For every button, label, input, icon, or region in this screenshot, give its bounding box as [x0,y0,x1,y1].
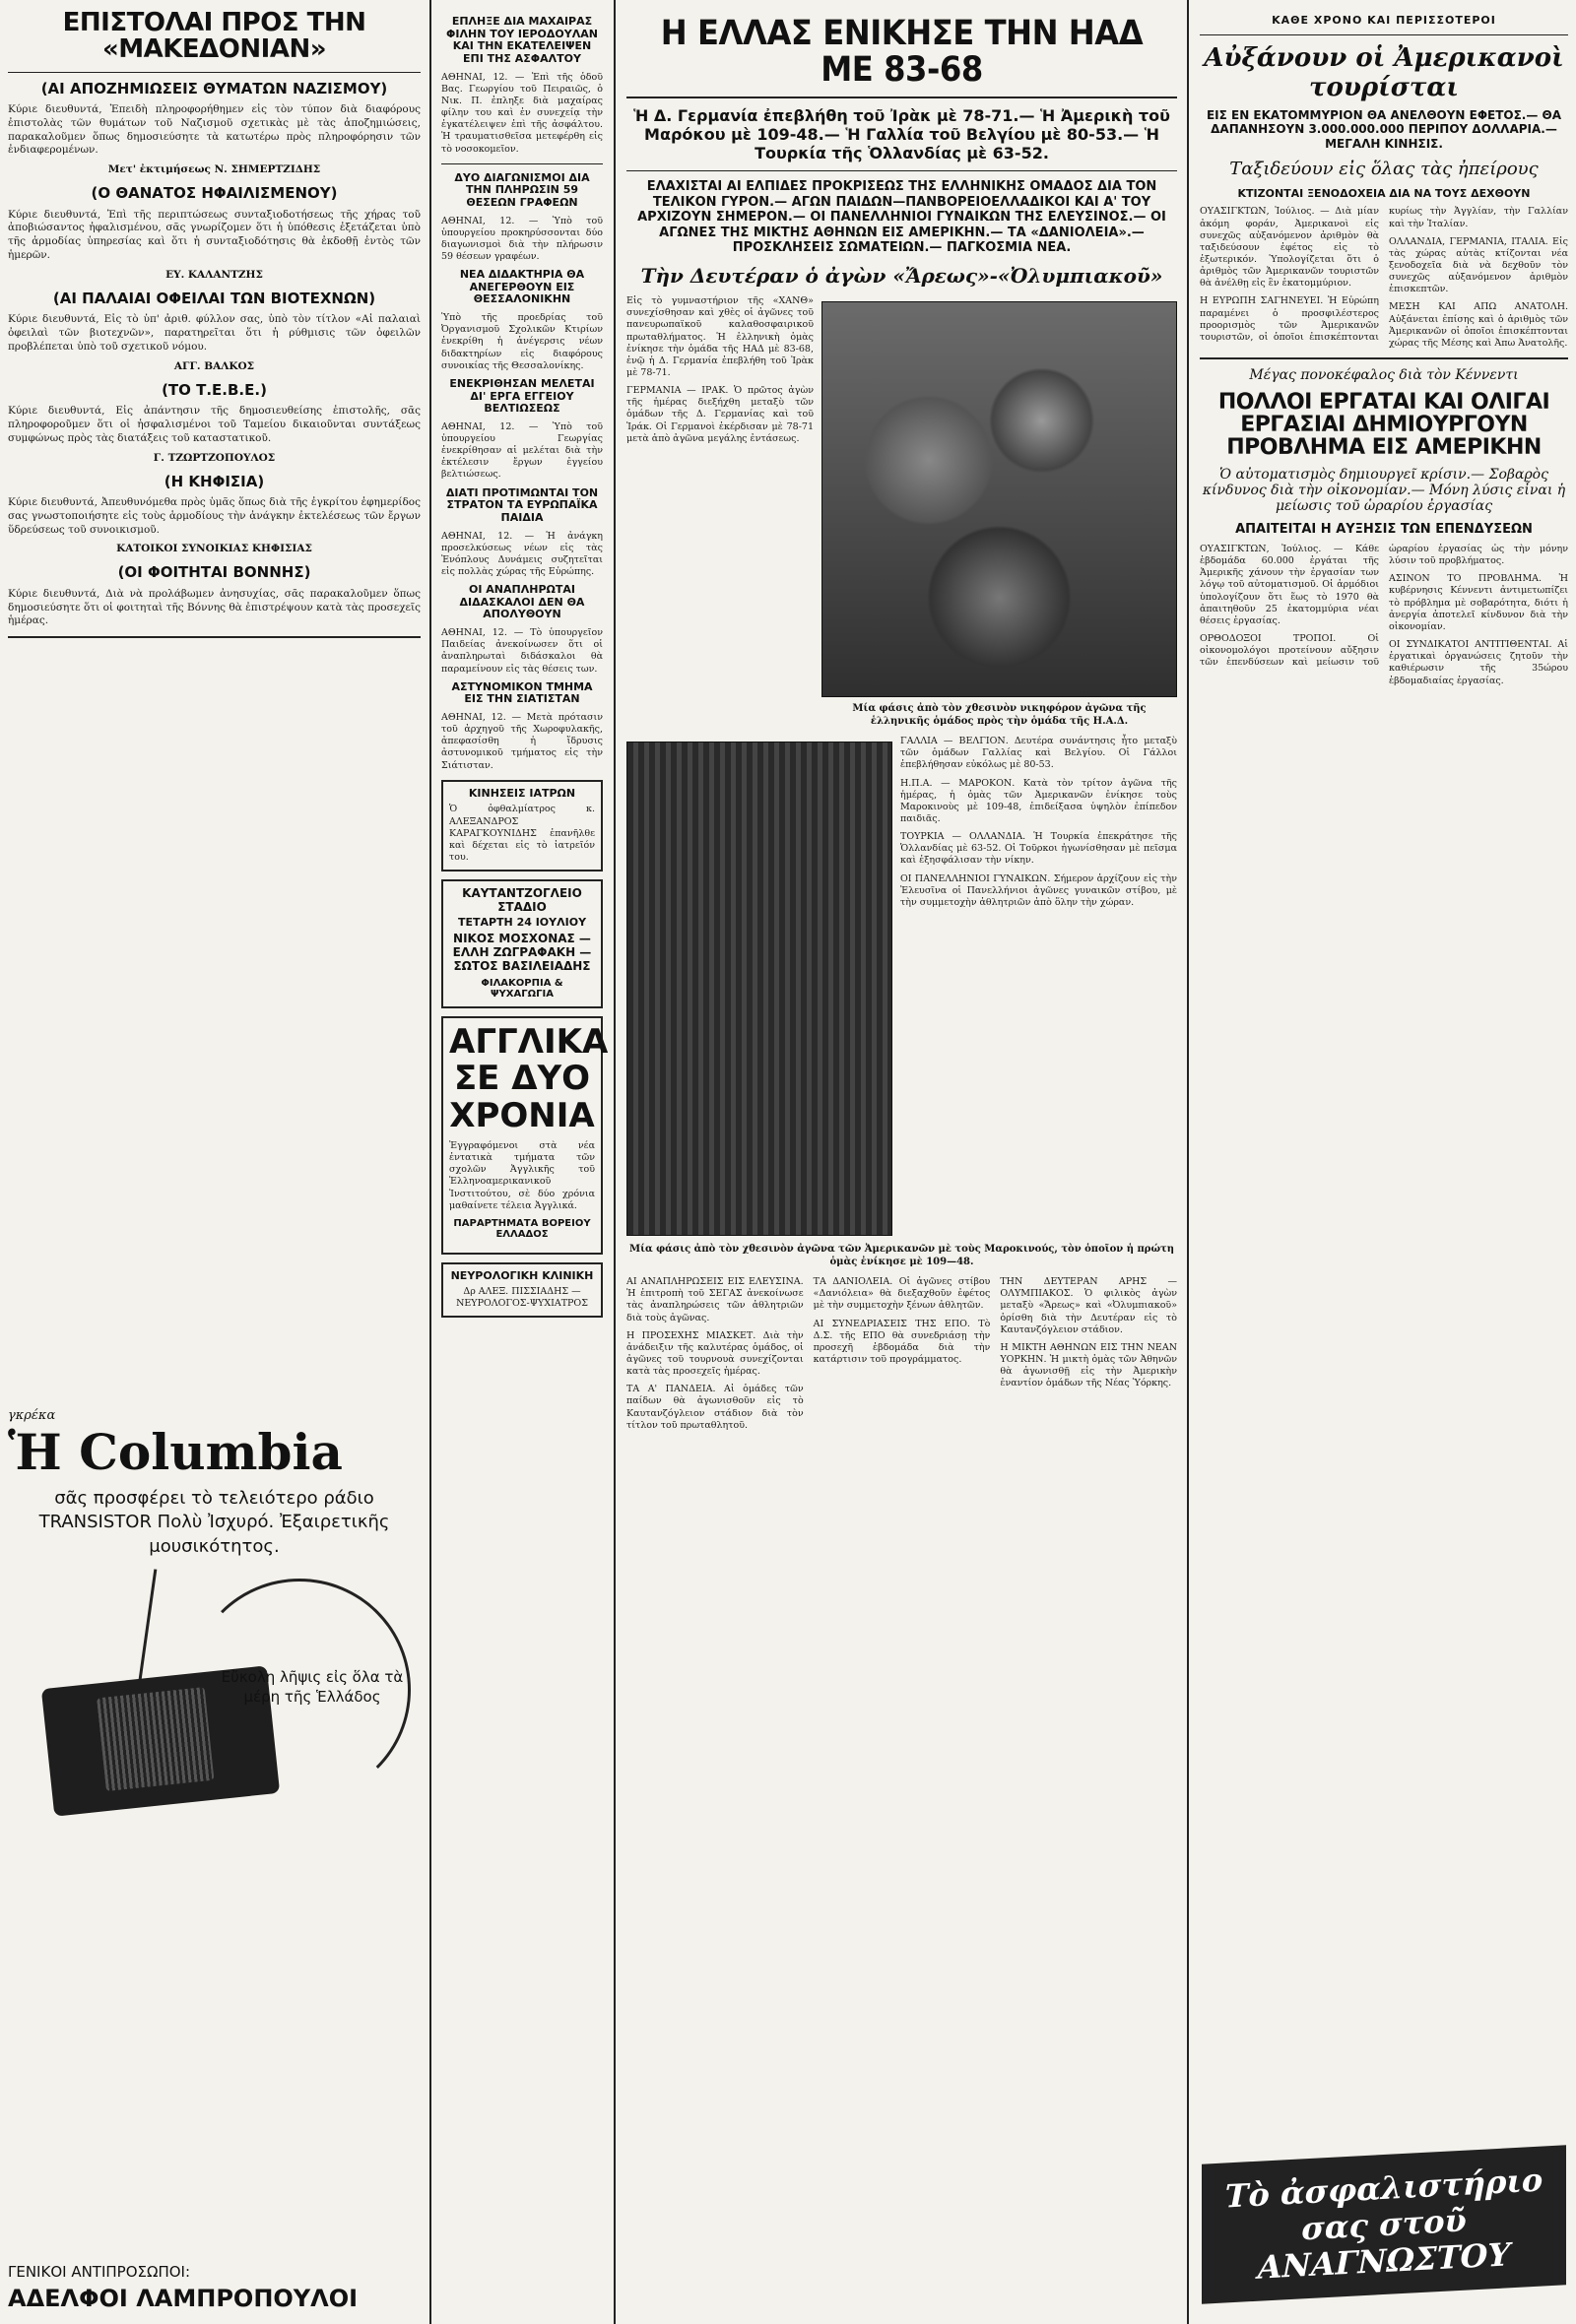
report-paragraph: ΓΕΡΜΑΝΙΑ — ΙΡΑΚ. Ὁ πρῶτος ἀγὼν τῆς ἡμέρας διεξήχθη μεταξὺ τῶν ὁμάδων τῆς Δ. Γερμανίας καὶ τοῦ Ἰράκ. Οἱ Γερμανοὶ ἐκέρδισαν μὲ 78-71 μετὰ ἀπὸ ἀγῶνα μεγάλης ἐντάσεως. [626,385,814,444]
brief-title: ΝΕΑ ΔΙΔΑΚΤΗΡΙΑ ΘΑ ΑΝΕΓΕΡΘΟΥΝ ΕΙΣ ΘΕΣΣΑΛΟΝΙΚΗΝ [459,268,585,306]
notice-text: Ὁ ὀφθαλμίατρος κ. ΑΛΕΞΑΝΔΡΟΣ ΚΑΡΑΓΚΟΥΝΙΔΗΣ ἐπανῆλθε καὶ δέχεται εἰς τὸ ἰατρεῖόν του. [449,804,595,864]
report-paragraph: ΤΗΝ ΔΕΥΤΕΡΑΝ ΑΡΗΣ — ΟΛΥΜΠΙΑΚΟΣ. Ὁ φιλικὸς ἀγὼν μεταξὺ «Ἄρεως» καὶ «Ὀλυμπιακοῦ» ὁρίσθη διὰ τὴν Δευτέραν εἰς τὸ Καυτανζόγλειον στάδιον. [1000,1276,1178,1335]
brief-text: ΑΘΗΝΑΙ, 12. — Τὸ ὑπουργεῖον Παιδείας ἀνεκοίνωσεν ὅτι οἱ ἀναπληρωταὶ διδάσκαλοι θὰ παραμείνουν εἰς τὰς θέσεις των. [441,627,603,675]
report-paragraph: Η ΜΙΚΤΗ ΑΘΗΝΩΝ ΕΙΣ ΤΗΝ ΝΕΑΝ ΥΟΡΚΗΝ. Ἡ μικτὴ ὁμὰς τῶν Ἀθηνῶν θὰ ἀγωνισθῇ εἰς τὴν Ἀμερικὴν ἐναντίον ὁμάδων τῆς Νέας Ὑόρκης. [1000,1341,1178,1389]
brief-text: ΑΘΗΝΑΙ, 12. — Μετὰ πρότασιν τοῦ ἀρχηγοῦ τῆς Χωροφυλακῆς, ἀπεφασίσθη ἡ ἵδρυσις ἀστυνομικοῦ τμήματος εἰς τὴν Σιάτισταν. [441,711,603,771]
column-rule [1187,0,1189,2324]
ad-tagline: σᾶς προσφέρει τὸ τελειότερο ράδιο TRANSISTOR Πολὺ Ἰσχυρό. Ἐξαιρετικῆς μουσικότητος. [38,1488,390,1557]
brief-text: ΑΘΗΝΑΙ, 12. — Ἡ ἀνάγκη προσελκύσεως νέων εἰς τὰς Ἐνόπλους Δυνάμεις συζητεῖται εἰς πολλὰς χώρας τῆς Εὐρώπης. [441,530,603,577]
labor-kicker: Μέγας πονοκέφαλος διὰ τὸν Κέννεντι [1249,367,1519,384]
report-paragraph: Εἰς τὸ γυμναστήριον τῆς «ΧΑΝΘ» συνεχίσθησαν καὶ χθὲς οἱ ἀγῶνες τοῦ πανευρωπαϊκοῦ καλαθοσφαιρικοῦ πρωταθλήματος. Ἡ ἑλληνικὴ ὁμὰς ἐνίκησε τὴν ὁμάδα τῆς ΗΑΔ μὲ 83-68, ἐνῷ ἡ Δ. Γερμανία ἐπεβλήθη τοῦ Ἰρὰκ μὲ 78-71. [626,295,814,378]
letter-item [8,474,421,555]
brief-item [441,269,603,372]
english-school-ad [441,1016,609,1255]
letters-title: ΕΠΙΣΤΟΛΑΙ ΠΡΟΣ ΤΗΝ «ΜΑΚΕΔΟΝΙΑΝ» [62,8,366,65]
brief-text: ΑΘΗΝΑΙ, 12. — Ὑπὸ τοῦ ὑπουργείου Γεωργίας ἐνεκρίθησαν αἱ μελέται διὰ τὴν ἐκτέλεσιν ἔργων ἐγγείου βελτιώσεως. [441,420,603,481]
clinic-title: ΝΕΥΡΟΛΟΓΙΚΗ ΚΛΙΝΙΚΗ [450,1268,594,1282]
main-headline: Η ΕΛΛΑΣ ΕΝΙΚΗΣΕ ΤΗΝ ΗΑΔ ΜΕ 83-68 [660,14,1144,90]
article-paragraph: ΜΕΣΗ ΚΑΙ ΑΠΩ ΑΝΑΤΟΛΗ. Αὐξάνεται ἐπίσης καὶ ὁ ἀριθμὸς τῶν Ἀμερικανῶν οἱ ὁποῖοι ἐπισκέπτονται χώρας τῆς Μέσης καὶ Ἀπω Ἀνατολῆς. [1389,301,1568,349]
report-paragraph: ΤΑ ΔΑΝΙΟΛΕΙΑ. Οἱ ἀγῶνες στίβου «Δανιόλεια» θὰ διεξαχθοῦν ἐφέτος μὲ τὴν συμμετοχὴν ξένων ἀθλητῶν. [813,1276,991,1312]
tourism-subhead-2: ΚΤΙΖΟΝΤΑΙ ΞΕΝΟΔΟΧΕΙΑ ΔΙΑ ΝΑ ΤΟΥΣ ΔΕΧΘΟΥΝ [1237,187,1531,201]
doctors-notice [441,780,603,872]
stadium-event-notice [441,879,603,1008]
divider [1200,357,1568,359]
divider [1200,34,1568,35]
ad-reception-text: Εὔκολη λῆψις εἰς ὅλα τὰ μέρη τῆς Ἑλλάδος [221,1667,404,1707]
brief-title: ΑΣΤΥΝΟΜΙΚΟΝ ΤΜΗΜΑ ΕΙΣ ΤΗΝ ΣΙΑΤΙΣΤΑΝ [451,679,593,706]
letter-signature: ΕΥ. ΚΑΛΑΝΤΖΗΣ [165,268,263,281]
divider [626,170,1177,171]
english-ad-text: Ἐγγραφόμενοι στὰ νέα ἐντατικὰ τμήματα τῶν σχολῶν Ἀγγλικῆς τοῦ Ἑλληνοαμερικανικοῦ Ἰνστιτούτου, σὲ δύο χρόνια μαθαίνετε τέλεια Ἀγγλικά. [449,1139,595,1211]
stadium-crowd-photo [626,742,892,1236]
brief-item [441,172,603,264]
tourism-subhead: Ταξιδεύουν εἰς ὅλας τὰς ἠπείρους [1229,159,1539,180]
letter-text: Κύριε διευθυντά, Ἐπειδὴ πληροφορήθημεν εἰς τὸν τύπον διὰ διαφόρους ἐπιστολὰς τῶν θυμάτων τοῦ Ναζισμοῦ σχετικὰς μὲ τὰς ἀποζημιώσεις, παρακαλοῦμεν ὅπως δημοσιεύσητε τὰ κατωτέρω πρὸς πληροφόρησιν τῶν ἐνδιαφερομένων. [8,102,421,157]
brief-text: ΑΘΗΝΑΙ, 12. — Ἐπὶ τῆς ὁδοῦ Βας. Γεωργίου τοῦ Πειραιῶς, ὁ Νικ. Π. ἐπληξε διὰ μαχαίρας φίλην του καὶ ἐν συνεχείᾳ τὴν ἐγκατέλειψεν ἐπὶ τῆς ἀσφάλτου. Ἡ τραυματισθεῖσα μετεφέρθη εἰς τὸ νοσοκομεῖον. [441,71,603,155]
divider [8,636,421,638]
letters-column [0,0,428,2324]
letter-heading: (ΤΟ Τ.Ε.Β.Ε.) [162,380,267,399]
tourism-deck: ΕΙΣ ΕΝ ΕΚΑΤΟΜΜΥΡΙΟΝ ΘΑ ΑΝΕΛΘΟΥΝ ΕΦΕΤΟΣ.— ΘΑ ΔΑΠΑΝΗΣΟΥΝ 3.000.000.000 ΠΕΡΙΠΟΥ ΔΟΛΛΑΡΙΑ.— ΜΕΓΑΛΗ ΚΙΝΗΣΙΣ. [1206,108,1562,151]
brief-title: ΕΝΕΚΡΙΘΗΣΑΝ ΜΕΛΕΤΑΙ ΔΙ' ΕΡΓΑ ΕΓΓΕΙΟΥ ΒΕΛΤΙΩΣΕΩΣ [449,376,595,416]
brief-title: ΔΥΟ ΔΙΑΓΩΝΙΣΜΟΙ ΔΙΑ ΤΗΝ ΠΛΗΡΩΣΙΝ 59 ΘΕΣΕΩΝ ΓΡΑΦΕΩΝ [454,170,590,209]
basketball-photo [821,301,1177,697]
letter-heading: (ΑΙ ΠΑΛΑΙΑΙ ΟΦΕΙΛΑΙ ΤΩΝ ΒΙΟΤΕΧΝΩΝ) [52,289,376,307]
english-ad-title: ΑΓΓΛΙΚΑ ΣΕ ΔΥΟ ΧΡΟΝΙΑ [449,1021,609,1135]
letter-text: Κύριε διευθυντά, Διὰ νὰ προλάβωμεν ἀνησυχίας, σᾶς παρακαλοῦμεν ὅπως δημοσιεύσητε ὅτι οἱ φοιτηταὶ τῆς Βόννης θὰ ἐπιστρέψουν κατὰ τὰς προσεχεῖς ἡμέρας. [8,587,421,627]
brief-item [441,487,603,579]
column-rule [429,0,431,2324]
report-paragraph: ΓΑΛΛΙΑ — ΒΕΛΓΙΟΝ. Δευτέρα συνάντησις ἦτο μεταξὺ τῶν ὁμάδων Γαλλίας καὶ Βελγίου. Οἱ Γάλλοι ἐπεβλήθησαν εὐκόλως μὲ 80-53. [900,736,1177,771]
event-date: ΤΕΤΑΡΤΗ 24 ΙΟΥΛΙΟΥ [457,915,587,929]
letter-text: Κύριε διευθυντά, Ἀπευθυνόμεθα πρὸς ὑμᾶς ὅπως διὰ τῆς ἐγκρίτου ἐφημερίδος σας γνωστοποιήσητε εἰς τοὺς ἁρμοδίους τὴν ἀνάγκην ἐκτελέσεως τῶν ἔργων ὕδρεύσεως τοῦ συνοικισμοῦ. [8,495,421,536]
match-announcement: Τὴν Δευτέραν ὁ ἀγὼν «Ἄρεως»-«Ὀλυμπιακοῦ» [640,264,1163,289]
clinic-ad [441,1262,603,1318]
letter-text: Κύριε διευθυντά, Εἰς τὸ ὑπ' ἀριθ. φύλλον σας, ὑπὸ τὸν τίτλον «Αἱ παλαιαὶ ὀφειλαὶ τῶν βιοτεχνῶν», παρατηρεῖται ὅτι ἡ ρύθμισις τῶν ὀφειλῶν προβλέπεται ὑπὸ τοῦ σχετικοῦ νόμου. [8,313,421,353]
columbia-logo: Ἡ Columbia [8,1423,343,1481]
brief-text: Ὑπὸ τῆς προεδρίας τοῦ Ὀργανισμοῦ Σχολικῶν Κτιρίων ἐνεκρίθη ἡ ἀνέγερσις νέων διδακτηρίων εἰς διαφόρους συνοικίας τῆς Θεσσαλονίκης. [441,312,603,371]
report-paragraph: ΤΑ Α' ΠΑΝΔΕΙΑ. Αἱ ὁμάδες τῶν παίδων θὰ ἀγωνισθοῦν εἰς τὸ Καυτανζόγλειον στάδιον διὰ τὸν τίτλον τοῦ πρωταθλητοῦ. [626,1384,804,1431]
english-ad-footer: ΠΑΡΑΡΤΗΜΑΤΑ ΒΟΡΕΙΟΥ ΕΛΛΑΔΟΣ [453,1217,591,1241]
brief-item [441,584,603,676]
letter-signature: Μετ' ἐκτιμήσεως Ν. ΣΗΜΕΡΤΖΙΔΗΣ [107,163,321,176]
tourism-headline: Αὐξάνουν οἱ Ἀμερικανοὶ τουρίσται [1204,43,1564,102]
letter-item [8,382,421,464]
brief-item [441,378,603,482]
letter-signature: ΚΑΤΟΙΚΟΙ ΣΥΝΟΙΚΙΑΣ ΚΗΦΙΣΙΑΣ [116,543,312,555]
labor-subhead: ΑΠΑΙΤΕΙΤΑΙ Η ΑΥΞΗΣΙΣ ΤΩΝ ΕΠΕΝΔΥΣΕΩΝ [1235,522,1533,538]
event-performers: ΝΙΚΟΣ ΜΟΣΧΟΝΑΣ — ΕΛΛΗ ΖΩΓΡΑΦΑΚΗ — ΣΩΤΟΣ ΒΑΣΙΛΕΙΑΔΗΣ [452,932,592,974]
article-paragraph: ΟΛΛΑΝΔΙΑ, ΓΕΡΜΑΝΙΑ, ΙΤΑΛΙΑ. Εἰς τὰς χώρας αὐτὰς κτίζονται νέα ξενοδοχεῖα διὰ νὰ δεχθοῦν τὸν συνεχῶς αὐξανόμενον ἀριθμὸν ἐπισκεπτῶν. [1389,235,1568,295]
letter-heading: (ΟΙ ΦΟΙΤΗΤΑΙ ΒΟΝΝΗΣ) [117,563,311,582]
photo-caption: Μία φάσις ἀπὸ τὸν χθεσινὸν νικηφόρον ἀγῶνα τῆς ἑλληνικῆς ὁμάδος πρὸς τὴν ὁμάδα τῆς Η.Α.Δ. [852,703,1147,727]
brief-title: ΟΙ ΑΝΑΠΛΗΡΩΤΑΙ ΔΙΔΑΣΚΑΛΟΙ ΔΕΝ ΘΑ ΑΠΟΛΥΘΟΥΝ [459,583,585,621]
letter-signature: ΑΓΓ. ΒΑΛΚΟΣ [173,359,255,372]
divider [441,163,603,164]
brief-title: ΕΠΛΗΞΕ ΔΙΑ ΜΑΧΑΙΡΑΣ ΦΙΛΗΝ ΤΟΥ ΙΕΡΟΔΟΥΛΑΝ ΚΑΙ ΤΗΝ ΕΚΑΤΕΛΕΙΨΕΝ ΕΠΙ ΤΗΣ ΑΣΦΑΛΤΟΥ [446,15,598,65]
antenna-icon [138,1569,158,1686]
report-paragraph: ΟΙ ΠΑΝΕΛΛΗΝΙΟΙ ΓΥΝΑΙΚΩΝ. Σήμερον ἀρχίζουν εἰς τὴν Ἐλευσῖνα οἱ Πανελλήνιοι ἀγῶνες γυναικῶν στίβου, μὲ τὴν συμμετοχὴν ἀθλητριῶν ἀπὸ ὅλην τὴν χώραν. [900,872,1177,908]
ad-distributor: ΑΔΕΛΦΟΙ ΛΑΜΠΡΟΠΟΥΛΟΙ [8,2284,359,2312]
article-paragraph: ΟΡΘΟΔΟΞΟΙ ΤΡΟΠΟΙ. Οἱ οἰκονομολόγοι προτείνουν αὔξησιν τῶν ἐπενδύσεων καὶ μείωσιν τοῦ ὡραρίου ἐργασίας ὡς τὴν μόνην λύσιν τοῦ προβλήματος. [1200,543,1568,669]
sports-column [619,0,1185,2324]
report-paragraph: ΑΙ ΑΝΑΠΛΗΡΩΣΕΙΣ ΕΙΣ ΕΛΕΥΣΙΝΑ. Ἡ ἐπιτροπὴ τοῦ ΣΕΓΑΣ ἀνεκοίνωσε τὰς ἀναπληρώσεις τῶν ἀθλητριῶν διὰ τοὺς ἀγῶνας. [626,1276,804,1323]
letter-item [8,564,421,628]
notice-title: ΚΙΝΗΣΕΙΣ ΙΑΤΡΩΝ [468,786,576,800]
letter-item [8,81,421,176]
letter-heading: (Η ΚΗΦΙΣΙΑ) [164,472,265,490]
letter-item [8,290,421,372]
divider [8,72,421,73]
event-venue: ΚΑΥΤΑΝΤΖΟΓΛΕΙΟ ΣΤΑΔΙΟ [462,886,582,914]
radio-illustration [8,1569,421,1825]
foreign-news-column [1192,0,1576,2324]
briefs-column [433,0,611,2324]
speaker-grill [97,1687,214,1791]
article-paragraph: ΟΙ ΣΥΝΔΙΚΑΤΟΙ ΑΝΤΙΤΙΘΕΝΤΑΙ. Αἱ ἐργατικαὶ ὀργανώσεις ζητοῦν τὴν καθιέρωσιν τῆς 35ώρου ἑβδομαδιαίας ἐργασίας. [1389,639,1568,686]
report-paragraph: Η.Π.Α. — ΜΑΡΟΚΟΝ. Κατὰ τὸν τρίτον ἀγῶνα τῆς ἡμέρας, ἡ ὁμὰς τῶν Ἀμερικανῶν ἐνίκησε τοὺς Μαροκινοὺς μὲ 109-48, ἐπιδείξασα ὑψηλὸν ἐπίπεδον παιδιᾶς. [900,777,1177,824]
report-paragraph: Η ΠΡΟΣΕΧΗΣ ΜΙΑΣΚΕΤ. Διὰ τὴν ἀνάδειξιν τῆς καλυτέρας ὁμάδος, οἱ ἀγῶνες τοῦ τουρνουὰ συνεχίζονται κατὰ τὰς προσεχεῖς ἡμέρας. [626,1329,804,1378]
article-paragraph: ΑΣΙΝΟΝ ΤΟ ΠΡΟΒΛΗΜΑ. Ἡ κυβέρνησις Κέννεντι ἀντιμετωπίζει τὸ πρόβλημα μὲ σοβαρότητα, διότι ἡ ἀνεργία ἀποτελεῖ κίνδυνον διὰ τὴν οἰκονομίαν. [1389,573,1568,632]
brief-item [441,681,603,772]
columbia-ad [8,1408,421,2314]
letter-text: Κύριε διευθυντά, Ἐπὶ τῆς περιπτώσεως συνταξιοδοτήσεως τῆς χήρας τοῦ ἀποβιώσαντος ἠφαλισμένου, σᾶς γνωρίζομεν ὅτι ἡ ὑπόθεσις ἐξετάζεται ὑπὸ τῆς ἁρμοδίας ὑπηρεσίας καὶ ὅτι ἡ συνταξιοδότησις θὰ ἐκδοθῇ ἐντὸς τῶν ἡμερῶν. [8,208,421,262]
letter-text: Κύριε διευθυντά, Εἰς ἀπάντησιν τῆς δημοσιευθείσης ἐπιστολῆς, σᾶς πληροφοροῦμεν ὅτι οἱ ἠσφαλισμένοι τοῦ Ταμείου δικαιοῦνται συντάξεως συμφώνως πρὸς τὰς διατάξεις τοῦ καταστατικοῦ. [8,405,421,444]
article-paragraph: ΟΥΑΣΙΓΚΤΩΝ, Ἰούλιος. — Κάθε ἑβδομάδα 60.000 ἐργάται τῆς Ἀμερικῆς χάνουν τὴν ἐργασίαν των λόγῳ τοῦ αὐτοματισμοῦ. Οἱ ἁρμόδιοι ὑπολογίζουν ὅτι ἕως τὸ 1970 θὰ ἀπαιτηθοῦν 25 ἑκατομμύρια νέαι θέσεις ἐργασίας. [1200,543,1379,626]
brief-item [441,16,603,156]
insurance-ad: Τὸ ἀσφαλιστήριο σας στοῦ ΑΝΑΓΝΩΣΤΟΥ [1202,2145,1566,2304]
article-paragraph: Η ΕΥΡΩΠΗ ΣΑΓΗΝΕΥΕΙ. Ἡ Εὐρώπη παραμένει ὁ προσφιλέστερος προορισμὸς τῶν Ἀμερικανῶν τουριστῶν, οἱ ὁποῖοι ἐπισκέπτονται κυρίως τὴν Ἀγγλίαν, τὴν Γαλλίαν καὶ τὴν Ἰταλίαν. [1200,206,1568,343]
kicker: ΚΑΘΕ ΧΡΟΝΟ ΚΑΙ ΠΕΡΙΣΣΟΤΕΡΟΙ [1272,14,1496,27]
letter-heading: (Ο ΘΑΝΑΤΟΣ ΗΦΑΙΛΙΣΜΕΝΟΥ) [91,184,338,203]
letter-signature: Γ. ΤΖΩΡΤΖΟΠΟΥΛΟΣ [153,451,276,464]
ad-agency-tag: γκρέκα [8,1408,56,1423]
photo-caption: Μία φάσις ἀπὸ τὸν χθεσινὸν ἀγῶνα τῶν Ἀμερικανῶν μὲ τοὺς Μαροκινούς, τὸν ὁποῖον ἡ πρώτη ὁμὰς ἐνίκησε μὲ 109—48. [629,1244,1174,1267]
letters-list [8,81,421,629]
article-paragraph: ΟΥΑΣΙΓΚΤΩΝ, Ἰούλιος. — Διὰ μίαν ἀκόμη φοράν, Ἀμερικανοὶ εἰς συνεχῶς αὐξανόμενον ἀριθμὸν θὰ ταξιδεύσουν ἐφέτος εἰς τὸ ἐξωτερικόν. Ὑπολογίζεται ὅτι ὁ ἀριθμὸς τῶν Ἀμερικανῶν τουριστῶν θὰ ἀνέλθῃ εἰς ἓν ἑκατομμύριον. [1200,206,1379,290]
labor-headline: ΠΟΛΛΟΙ ΕΡΓΑΤΑΙ ΚΑΙ ΟΛΙΓΑΙ ΕΡΓΑΣΙΑΙ ΔΗΜΙΟΥΡΓΟΥΝ ΠΡΟΒΛΗΜΑ ΕΙΣ ΑΜΕΡΙΚΗΝ [1217,390,1550,461]
clinic-text: Δρ ΑΛΕΞ. ΠΙΣΣΙΑΔΗΣ — ΝΕΥΡΟΛΟΓΟΣ-ΨΥΧΙΑΤΡΟΣ [456,1285,588,1309]
sports-deck: ΕΛΑΧΙΣΤΑΙ ΑΙ ΕΛΠΙΔΕΣ ΠΡΟΚΡΙΣΕΩΣ ΤΗΣ ΕΛΛΗΝΙΚΗΣ ΟΜΑΔΟΣ ΔΙΑ ΤΟΝ ΤΕΛΙΚΟΝ ΓΥΡΟΝ.— ΑΓΩΝ ΠΑΙΔΩΝ—ΠΑΝΒΟΡΕΙΟΕΛΛΑΔΙΚΟΙ ΚΑΙ Α' ΤΟΥ ΑΡΧΙΖΟΥΝ ΣΗΜΕΡΟΝ.— ΟΙ ΠΑΝΕΛΛΗΝΙΟΙ ΓΥΝΑΙΚΩΝ ΤΗΣ ΕΛΕΥΣΙΝΟΣ.— ΟΙ ΑΓΩΝΕΣ ΤΗΣ ΜΙΚΤΗΣ ΑΘΗΝΩΝ ΕΙΣ ΑΜΕΡΙΚΗΝ.— ΤΑ «ΔΑΝΙΟΛΕΙΑ».— ΠΡΟΣΚΛΗΣΕΙΣ ΣΩΜΑΤΕΙΩΝ.— ΠΑΓΚΟΣΜΙΑ ΝΕΑ. [637,179,1166,256]
letter-heading: (ΑΙ ΑΠΟΖΗΜΙΩΣΕΙΣ ΘΥΜΑΤΩΝ ΝΑΖΙΣΜΟΥ) [40,79,388,97]
divider [626,97,1177,98]
report-paragraph: ΤΟΥΡΚΙΑ — ΟΛΛΑΝΔΙΑ. Ἡ Τουρκία ἐπεκράτησε τῆς Ὁλλανδίας μὲ 63-52. Οἱ Τοῦρκοι ἠγωνίσθησαν μὲ πεῖσμα καὶ ἐξησφάλισαν τὴν νίκην. [900,831,1177,867]
results-strap: Ἡ Δ. Γερμανία ἐπεβλήθη τοῦ Ἰρὰκ μὲ 78-71.— Ἡ Ἀμερικὴ τοῦ Μαρόκου μὲ 109-48.— Ἡ Γαλλία τοῦ Βελγίου μὲ 80-53.— Ἡ Τουρκία τῆς Ὁλλανδίας μὲ 63-52. [633,105,1170,162]
report-paragraph: ΑΙ ΣΥΝΕΔΡΙΑΣΕΙΣ ΤΗΣ ΕΠΟ. Τὸ Δ.Σ. τῆς ΕΠΟ θὰ συνεδριάσῃ τὴν προσεχῆ ἑβδομάδα διὰ τὴν κατάρτισιν τοῦ προγράμματος. [813,1318,991,1365]
letter-item [8,185,421,281]
column-rule [614,0,616,2324]
labor-deck: Ὁ αὐτοματισμὸς δημιουργεῖ κρίσιν.— Σοβαρὸς κίνδυνος διὰ τὴν οἰκονομίαν.— Μόνη λύσις εἶναι ἡ μείωσις τοῦ ὡραρίου ἐργασίας [1202,467,1566,515]
brief-text: ΑΘΗΝΑΙ, 12. — Ὑπὸ τοῦ ὑπουργείου προκηρύσσονται δύο διαγωνισμοὶ διὰ τὴν πλήρωσιν 59 θέσεων γραφέων. [441,215,603,263]
brief-title: ΔΙΑΤΙ ΠΡΟΤΙΜΩΝΤΑΙ ΤΟΝ ΣΤΡΑΤΟΝ ΤΑ ΕΥΡΩΠΑΪΚΑ ΠΑΙΔΙΑ [445,485,599,524]
ad-footer-label: ΓΕΝΙΚΟΙ ΑΝΤΙΠΡΟΣΩΠΟΙ: [8,2263,191,2282]
event-tag: ΦΙΛΑΚΟΡΠΙΑ & ΨΥΧΑΓΩΓΙΑ [481,977,563,1001]
